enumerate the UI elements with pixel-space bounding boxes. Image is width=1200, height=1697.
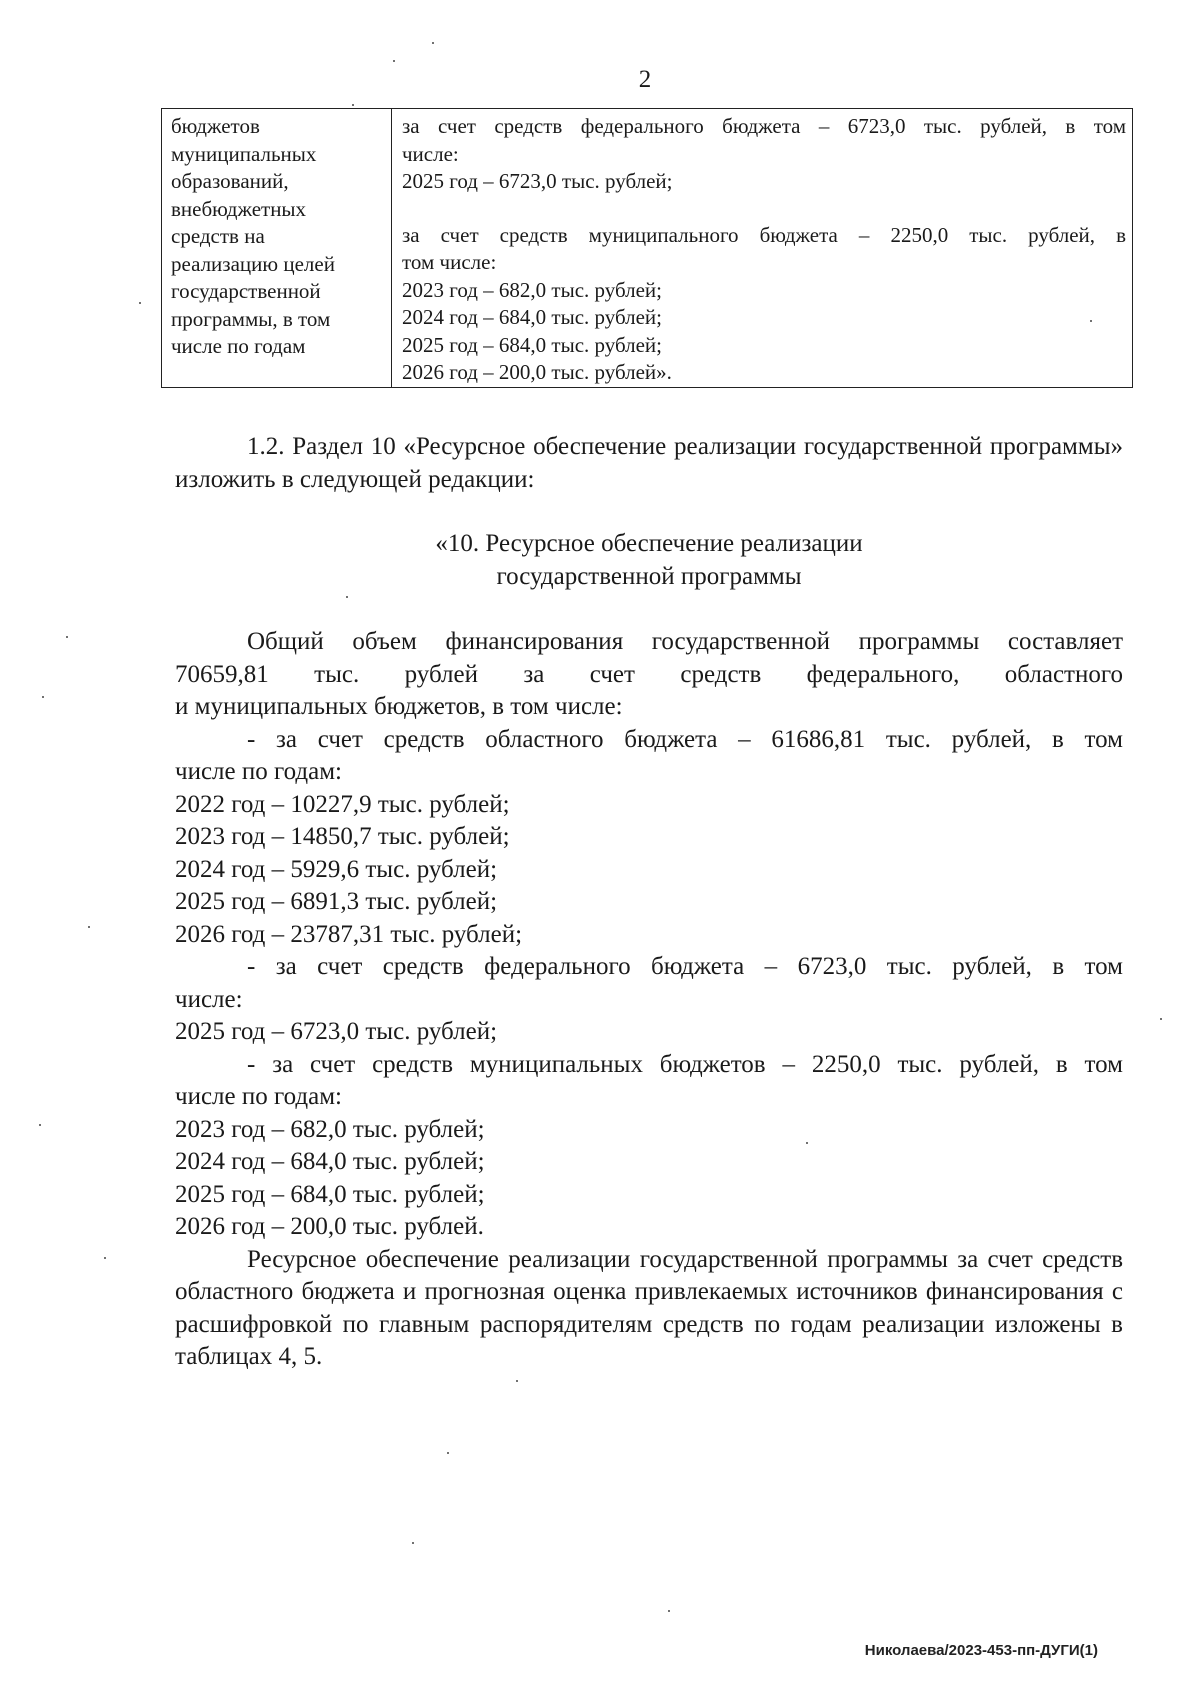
left-line: образований, xyxy=(171,169,289,193)
scan-speck xyxy=(66,636,68,638)
year-line: 2023 год – 14850,7 тыс. рублей; xyxy=(175,823,510,850)
left-line: программы, в том xyxy=(171,306,331,331)
closing-paragraph: Ресурсное обеспечение реализации государственной программы за счет средств областного бюджета и прогнозная оценка привлекаемых источников финансирования с расшифровкой по главным распорядителям средств по годам реализации изложены в таблицах 4, 5. xyxy=(175,1245,1123,1370)
financing-table xyxy=(161,108,1133,388)
year-line: 2025 год – 6723,0 тыс. рублей; xyxy=(175,1018,498,1045)
scan-speck xyxy=(104,1257,106,1259)
regional-budget-line: - за счет средств областного бюджета – 61686,81 тыс. рублей, в том xyxy=(247,725,1123,753)
year-line: 2026 год – 200,0 тыс. рублей. xyxy=(175,1213,484,1240)
scan-speck xyxy=(516,1380,518,1382)
scan-speck xyxy=(39,1124,41,1126)
municipal-budget-line-cont: числе по годам: xyxy=(175,1083,342,1110)
year-line: 2023 год – 682,0 тыс. рублей; xyxy=(402,277,663,302)
year-line: 2025 год – 6891,3 тыс. рублей; xyxy=(175,888,498,915)
scan-speck xyxy=(88,926,90,928)
year-line: 2026 год – 200,0 тыс. рублей». xyxy=(402,360,672,384)
year-line: 2022 год – 10227,9 тыс. рублей; xyxy=(175,790,510,818)
document-body xyxy=(175,431,1123,1374)
year-line: 2024 год – 684,0 тыс. рублей; xyxy=(402,305,663,329)
document-id: Николаева/2023-453-пп-ДУГИ(1) xyxy=(864,1642,1098,1659)
left-line: внебюджетных xyxy=(171,196,307,221)
year-line: 2025 год – 684,0 тыс. рублей; xyxy=(402,332,663,357)
total-financing-line: и муниципальных бюджетов, в том числе: xyxy=(175,693,623,720)
scan-speck xyxy=(412,1542,414,1544)
section-heading-line: «10. Ресурсное обеспечение реализации xyxy=(435,530,863,557)
section-heading-line: государственной программы xyxy=(496,562,802,590)
table-row xyxy=(162,109,1133,388)
scan-speck xyxy=(432,42,434,44)
scan-speck xyxy=(806,1142,808,1144)
scan-speck xyxy=(42,696,44,698)
federal-budget-line: - за счет средств федерального бюджета – 6723,0 тыс. рублей, в том xyxy=(247,953,1123,980)
year-line: 2026 год – 23787,31 тыс. рублей; xyxy=(175,920,523,948)
table-right-cell xyxy=(392,109,1133,388)
year-line: 2024 год – 5929,6 тыс. рублей; xyxy=(175,855,498,883)
section-heading xyxy=(175,528,1123,593)
scan-speck xyxy=(393,60,395,62)
left-line: средств на xyxy=(171,224,265,248)
left-line: реализацию целей xyxy=(171,251,335,276)
year-line: 2025 год – 6723,0 тыс. рублей; xyxy=(402,169,673,193)
scan-speck xyxy=(352,104,354,106)
year-line: 2024 год – 684,0 тыс. рублей; xyxy=(175,1148,485,1175)
total-financing-line: 70659,81 тыс. рублей за счет средств федерального, областного xyxy=(175,660,1123,688)
table-left-cell xyxy=(162,109,392,388)
municipal-budget-line: за счет средств муниципального бюджета – 2250,0 тыс. рублей, в xyxy=(402,222,1126,247)
scan-speck xyxy=(346,596,348,598)
federal-budget-line-cont: числе: xyxy=(402,141,459,166)
municipal-budget-line-cont: том числе: xyxy=(402,250,497,274)
federal-budget-line-cont: числе: xyxy=(175,985,243,1013)
scan-speck xyxy=(668,1610,670,1612)
municipal-budget-line: - за счет средств муниципальных бюджетов – 2250,0 тыс. рублей, в том xyxy=(247,1050,1123,1078)
scan-speck xyxy=(1090,320,1092,322)
year-line: 2023 год – 682,0 тыс. рублей; xyxy=(175,1115,485,1143)
year-line: 2025 год – 684,0 тыс. рублей; xyxy=(175,1180,485,1208)
scan-speck xyxy=(139,302,141,304)
regional-budget-line-cont: числе по годам: xyxy=(175,758,342,785)
left-line: муниципальных xyxy=(171,141,317,166)
amendment-item: 1.2. Раздел 10 «Ресурсное обеспечение реализации государственной программы» изложить в следующей редакции: xyxy=(175,433,1123,493)
left-line: государственной xyxy=(171,279,321,303)
scan-speck xyxy=(447,1452,449,1454)
left-line: бюджетов xyxy=(171,114,260,138)
page-number: 2 xyxy=(638,66,652,93)
scan-speck xyxy=(1160,1018,1162,1020)
left-line: числе по годам xyxy=(171,334,306,358)
total-financing-line: Общий объем финансирования государственной программы составляет xyxy=(247,628,1123,655)
federal-budget-line: за счет средств федерального бюджета – 6723,0 тыс. рублей, в том xyxy=(402,114,1126,138)
